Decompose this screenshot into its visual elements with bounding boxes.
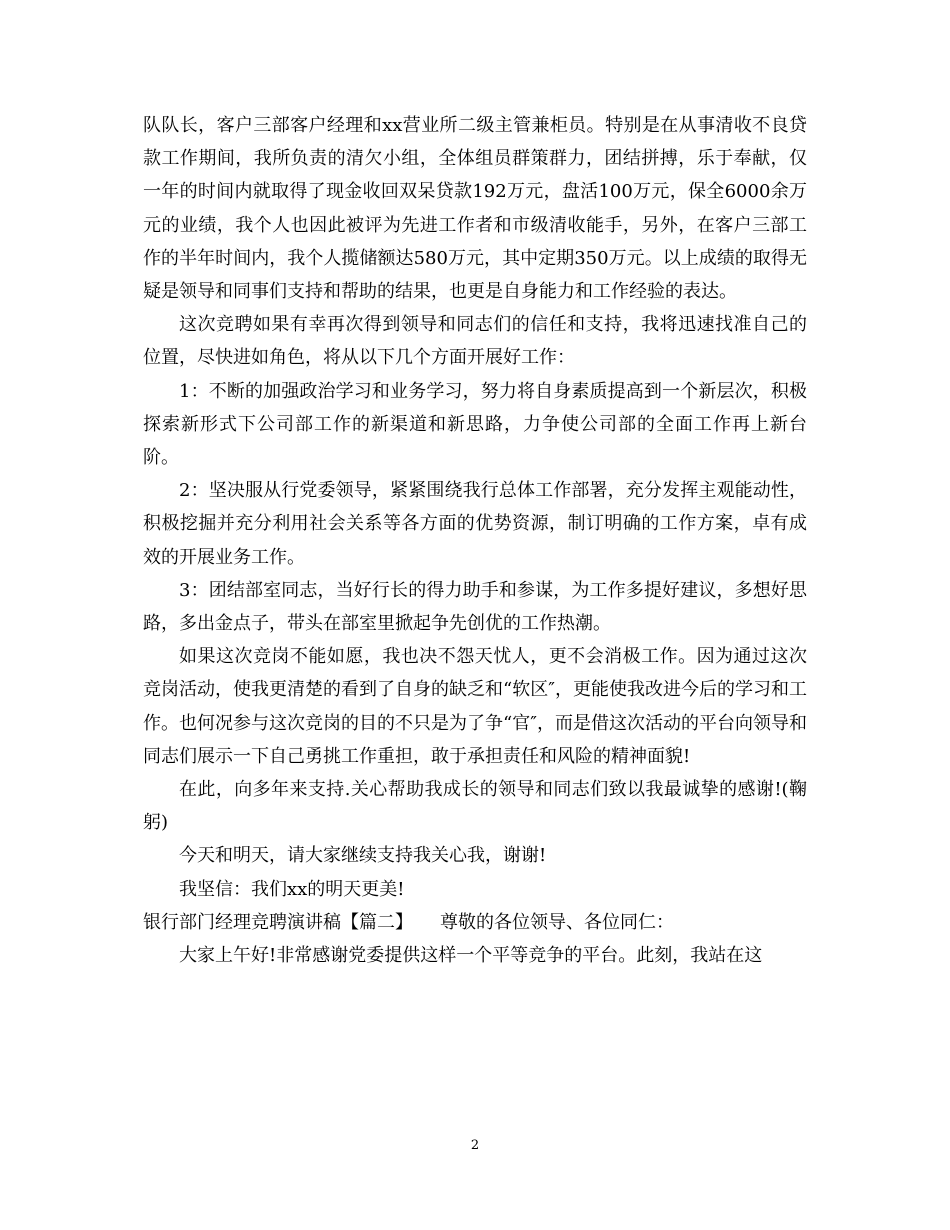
document-body bbox=[143, 109, 807, 972]
paragraph-5: 3：团结部室同志，当好行长的得力助手和参谋，为工作多提好建议，多想好思路，多出金点子，带头在部室里掀起争先创优的工作热潮。 bbox=[143, 579, 807, 635]
paragraph-1: 队队长，客户三部客户经理和xx营业所二级主管兼柜员。特别是在从事清收不良贷款工作期间，我所负责的清欠小组，全体组员群策群力，团结拼搏，乐于奉献，仅一年的时间内就取得了现金收回双呆贷款192万元，盘活100万元，保全6000余万元的业绩，我个人也因此被评为先进工作者和市级清收能手，另外，在客户三部工作的半年时间内，我个人揽储额达580万元，其中定期350万元。以上成绩的取得无疑是领导和同事们支持和帮助的结果，也更是自身能力和工作经验的表达。 bbox=[143, 115, 807, 303]
page-number: 2 bbox=[470, 1138, 480, 1153]
paragraph-3: 1：不断的加强政治学习和业务学习，努力将自身素质提高到一个新层次，积极探索新形式下公司部工作的新渠道和新思路，力争使公司部的全面工作再上新台阶。 bbox=[143, 380, 807, 469]
paragraph-8: 今天和明天，请大家继续支持我关心我，谢谢! bbox=[179, 845, 547, 867]
paragraph-2: 这次竞聘如果有幸再次得到领导和同志们的信任和支持，我将迅速找准自己的位置，尽快进如角色，将从以下几个方面开展好工作： bbox=[143, 314, 807, 369]
paragraph-11: 大家上午好!非常感谢党委提供这样一个平等竞争的平台。此刻，我站在这 bbox=[179, 945, 763, 967]
paragraph-6: 如果这次竞岗不能如愿，我也决不怨天忧人，更不会消极工作。因为通过这次竞岗活动，使我更清楚的看到了自身的缺乏和“软区″，更能使我改进今后的学习和工作。也何况参与这次竞岗的目的不只是为了争“官″，而是借这次活动的平台向领导和同志们展示一下自己勇挑工作重担，敢于承担责任和风险的精神面貌! bbox=[143, 646, 807, 767]
paragraph-7: 在此，向多年来支持.关心帮助我成长的领导和同志们致以我最诚挚的感谢!(鞠躬) bbox=[143, 779, 807, 834]
paragraph-4: 2：坚决服从行党委领导，紧紧围绕我行总体工作部署，充分发挥主观能动性，积极挖掘并充分利用社会关系等各方面的优势资源，制订明确的工作方案，卓有成效的开展业务工作。 bbox=[143, 480, 807, 568]
section-heading-line: 银行部门经理竞聘演讲稿【篇二】 尊敬的各位领导、各位同仁： bbox=[143, 911, 674, 933]
paragraph-9: 我坚信：我们xx的明天更美! bbox=[179, 878, 405, 900]
